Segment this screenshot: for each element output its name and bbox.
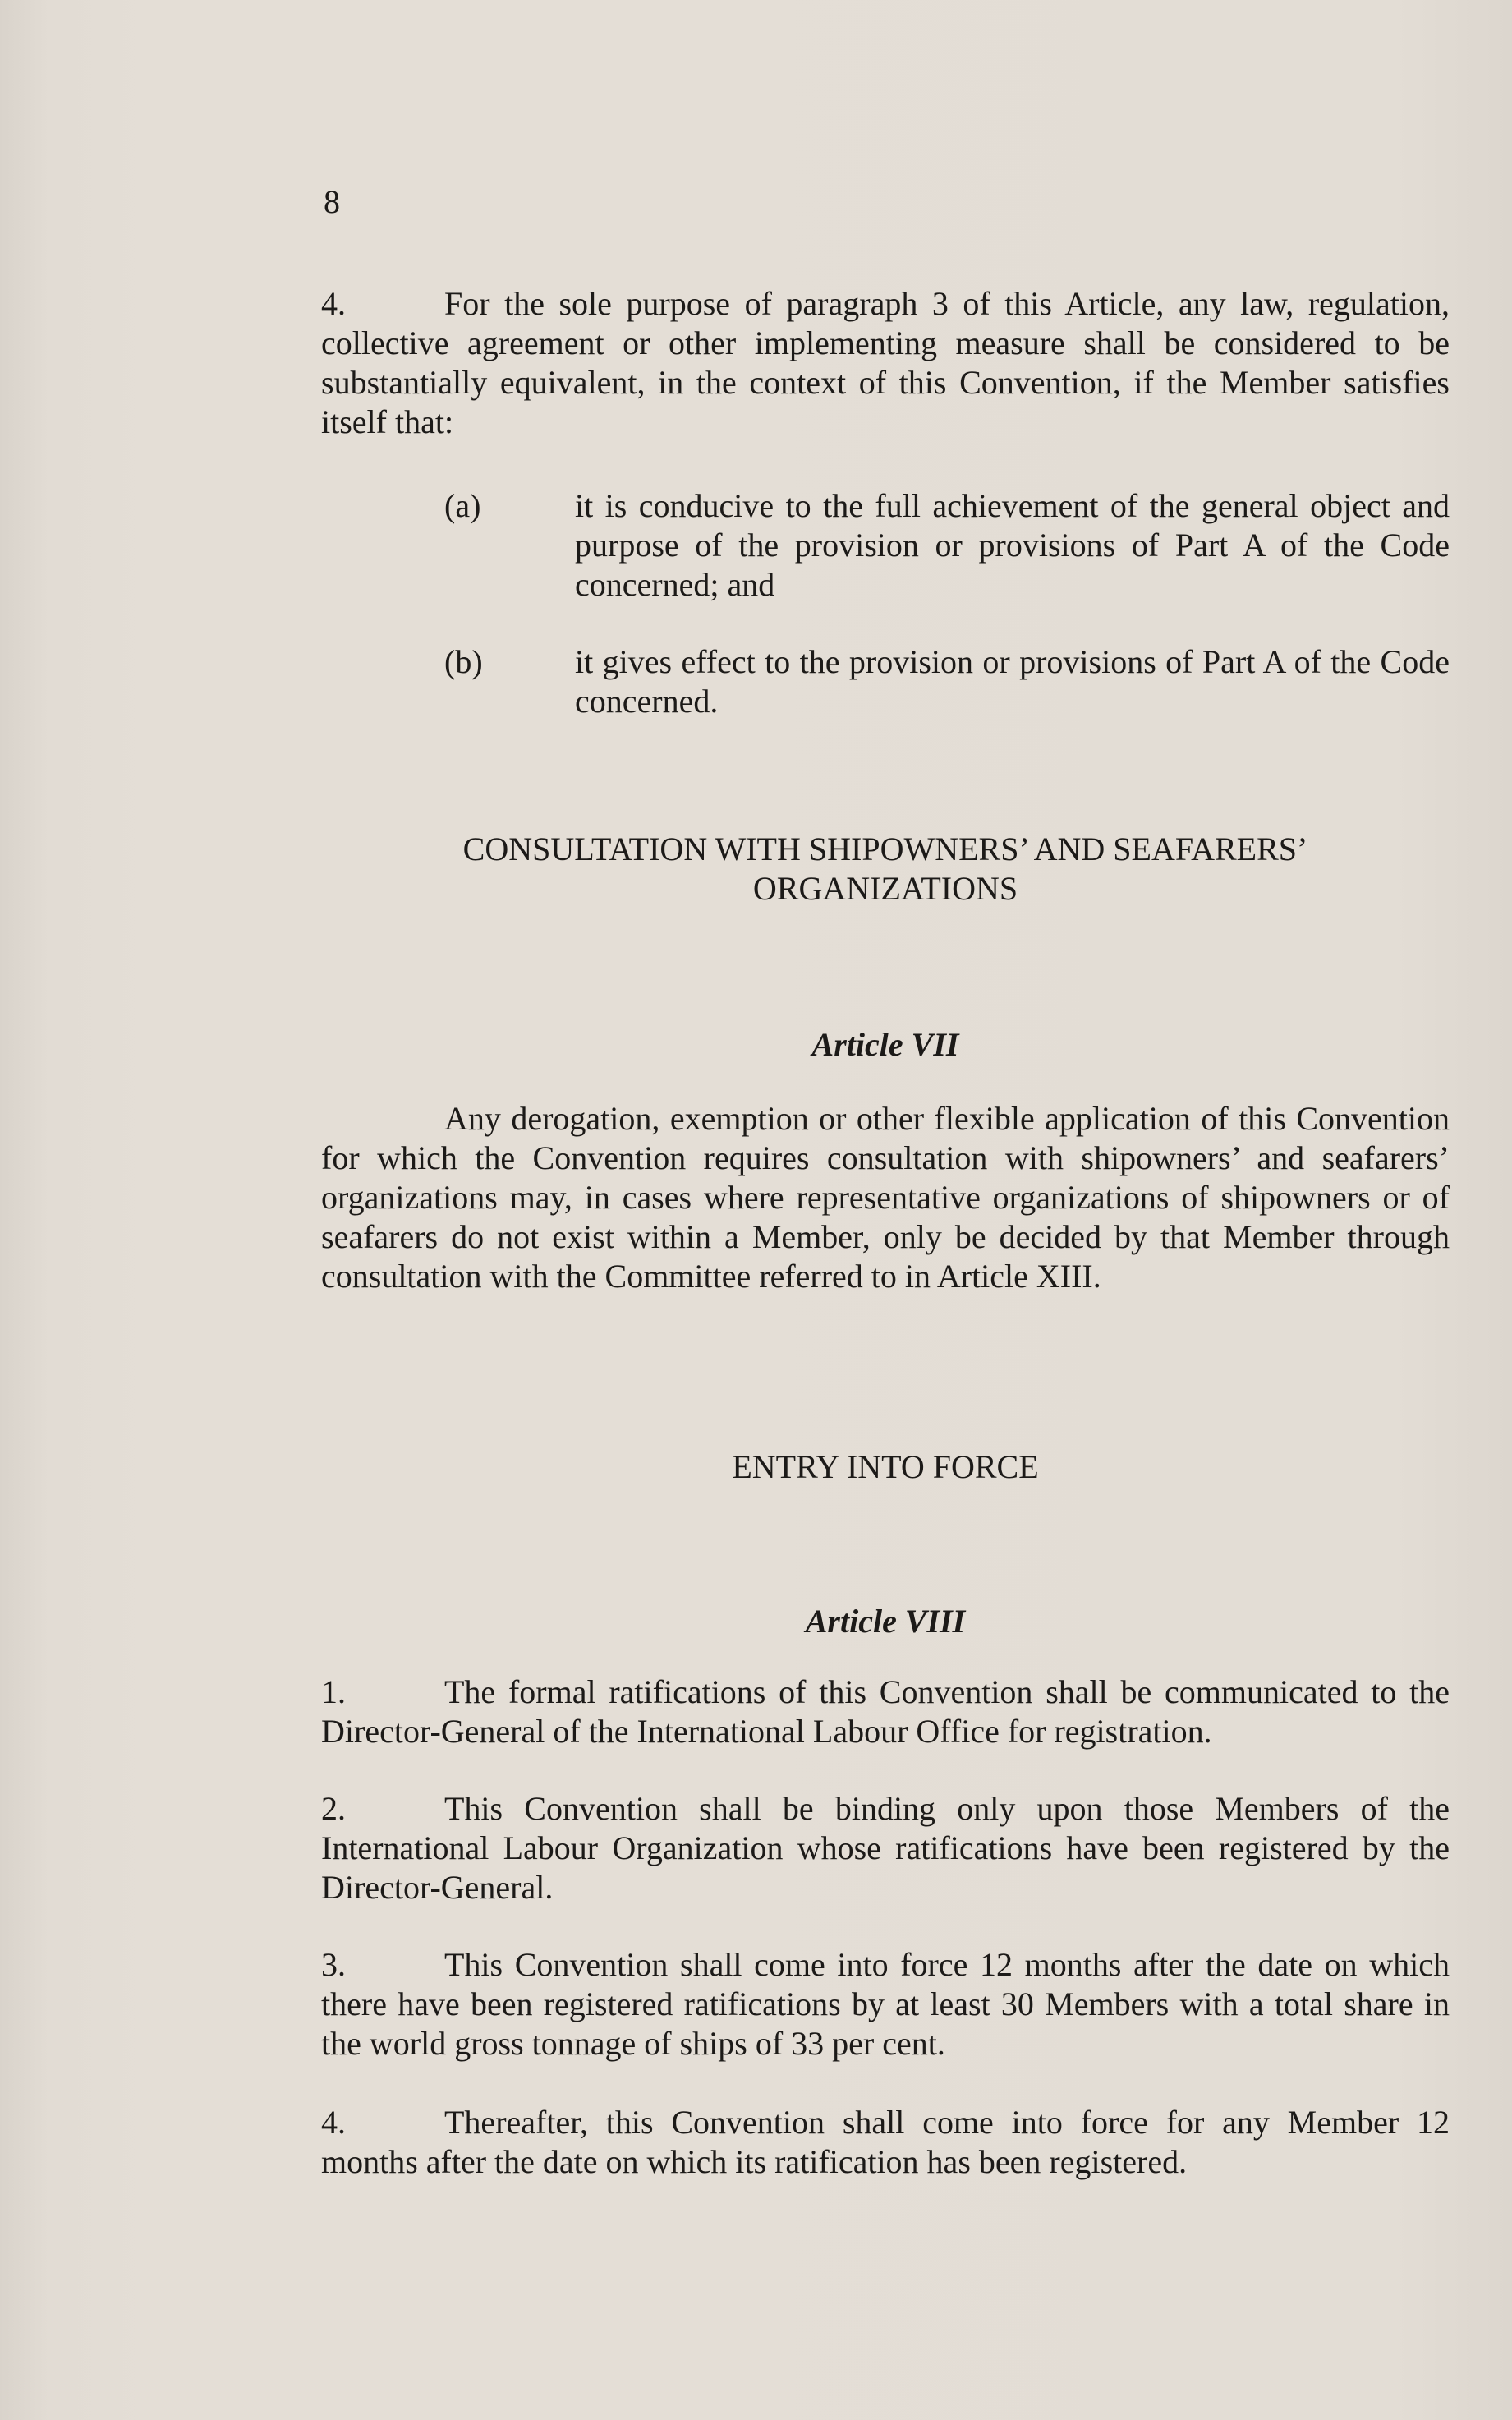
list-item-text: it is conducive to the full achievement of the general object and purpose of the provision or provisions of Part A of the Code concerned; and (575, 487, 1450, 603)
section-heading-line: CONSULTATION WITH SHIPOWNERS’ AND SEAFARERS’ (462, 830, 1308, 867)
paragraph-text: This Convention shall come into force 12 months after the date on which there have been registered ratifications by at least 30 Members with a total share in the world gross tonnage of ships of 33 per cent. (321, 1946, 1450, 2062)
section-heading-line: ORGANIZATIONS (752, 870, 1018, 907)
article-viii-paragraph-3 (321, 1945, 1450, 2063)
paragraph-text: Any derogation, exemption or other flexible application of this Convention for which the Convention requires consultation with shipowners’ and seafarers’ organizations may, in cases where representative organizations of shipowners or of seafarers do not exist within a Member, only be decided by that Member through consultation with the Committee referred to in Article XIII. (321, 1100, 1450, 1295)
list-item-a (444, 486, 1450, 605)
article-viii-paragraph-4 (321, 2103, 1450, 2182)
article-viii-paragraph-2 (321, 1789, 1450, 1907)
paragraph-text: The formal ratifications of this Convention shall be communicated to the Director-General of the International Labour Office for registration. (321, 1673, 1450, 1750)
article-viii-title: Article VIII (805, 1603, 966, 1640)
paragraph-text: Thereafter, this Convention shall come into force for any Member 12 months after the date on which its ratification has been registered. (321, 2104, 1450, 2180)
list-item-text: it gives effect to the provision or provisions of Part A of the Code concerned. (575, 643, 1450, 720)
article-vii-body (321, 1099, 1450, 1296)
paragraph-number: 2. (321, 1790, 346, 1827)
page-number: 8 (324, 183, 340, 220)
paragraph-text: This Convention shall be binding only upon those Members of the International Labour Organization whose ratifications have been registered by the Director-General. (321, 1790, 1450, 1906)
paragraph-text: For the sole purpose of paragraph 3 of this Article, any law, regulation, collective agreement or other implementing measure shall be considered to be substantially equivalent, in the context of this Convention, if the Member satisfies itself that: (321, 285, 1450, 440)
section-heading-entry-into-force: ENTRY INTO FORCE (732, 1448, 1039, 1485)
paragraph-4 (321, 284, 1450, 442)
list-item-b (444, 642, 1450, 721)
paragraph-number: 4. (321, 2104, 346, 2141)
article-viii-paragraph-1 (321, 1672, 1450, 1751)
list-item-label: (a) (444, 487, 481, 524)
list-item-label: (b) (444, 643, 483, 680)
article-vii-title: Article VII (811, 1026, 959, 1063)
section-heading-consultation (321, 830, 1450, 909)
paragraph-number: 3. (321, 1946, 346, 1983)
paragraph-number: 1. (321, 1673, 346, 1710)
paragraph-number: 4. (321, 285, 346, 322)
